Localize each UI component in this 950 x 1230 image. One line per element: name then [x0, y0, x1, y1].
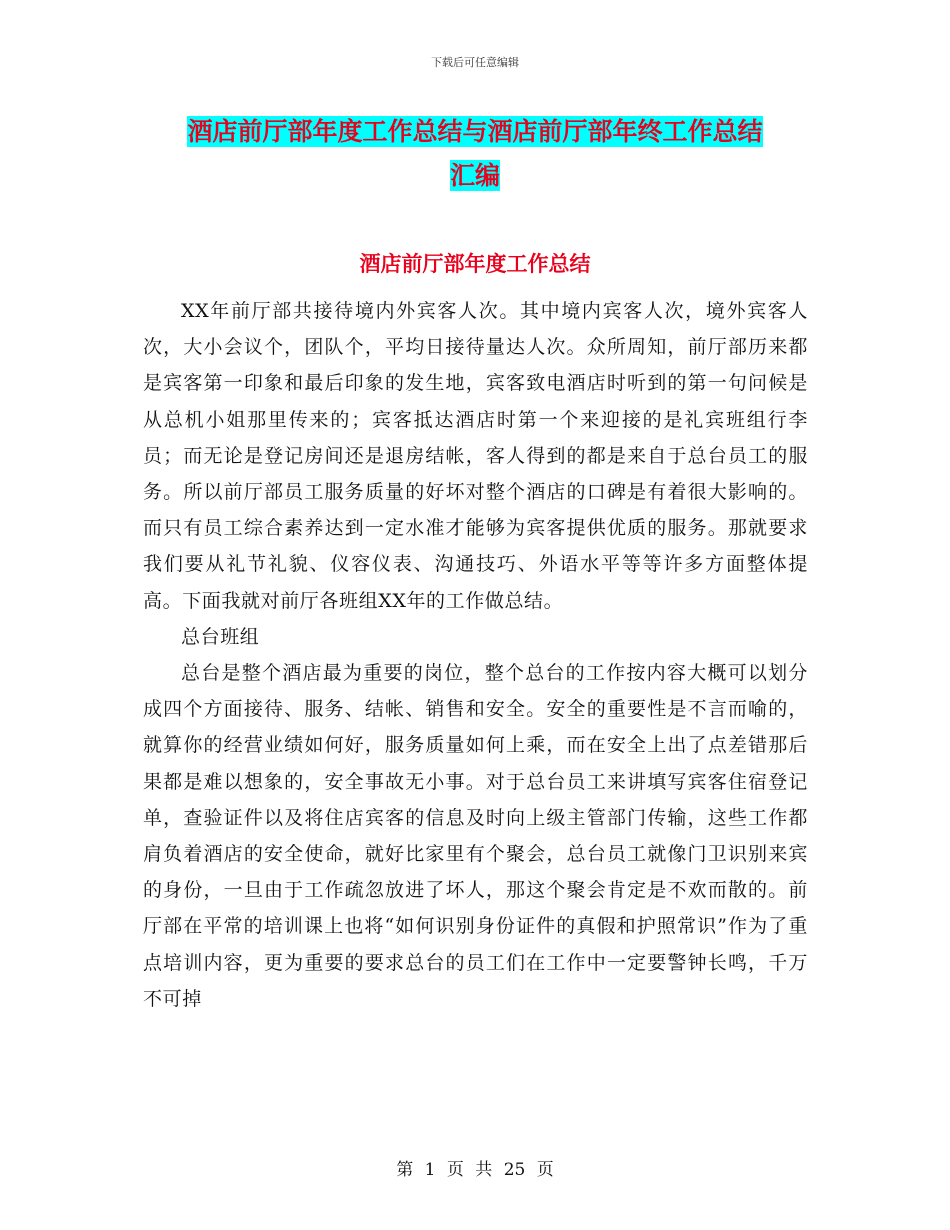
document-body	[143, 293, 808, 1017]
paragraph-intro: XX年前厅部共接待境内外宾客人次。其中境内宾客人次，境外宾客人次，大小会议个，团队个，平均日接待量达人次。众所周知，前厅部历来都是宾客第一印象和最后印象的发生地，宾客致电酒店时听到的第一句问候是从总机小姐那里传来的；宾客抵达酒店时第一个来迎接的是礼宾班组行李员；而无论是登记房间还是退房结帐，客人得到的都是来自于总台员工的服务。所以前厅部员工服务质量的好坏对整个酒店的口碑是有着很大影响的。而只有员工综合素养达到一定水准才能够为宾客提供优质的服务。那就要求我们要从礼节礼貌、仪容仪表、沟通技巧、外语水平等等许多方面整体提高。下面我就对前厅各班组XX年的工作做总结。	[143, 300, 808, 612]
document-title-line-2: 汇编	[449, 161, 500, 190]
page-header-note: 下载后可任意编辑	[431, 56, 519, 69]
paragraph-subheading-front-desk: 总台班组	[181, 625, 260, 648]
document-title	[140, 110, 810, 198]
paragraph-front-desk: 总台是整个酒店最为重要的岗位，整个总台的工作按内容大概可以划分成四个方面接待、服务、结帐、销售和安全。安全的重要性是不言而喻的，就算你的经营业绩如何好，服务质量如何上乘，而在安全上出了点差错那后果都是难以想象的，安全事故无小事。对于总台员工来讲填写宾客住宿登记单，查验证件以及将住店宾客的信息及时向上级主管部门传输，这些工作都肩负着酒店的安全使命，就好比家里有个聚会，总台员工就像门卫识别来宾的身份，一旦由于工作疏忽放进了坏人，那这个聚会肯定是不欢而散的。前厅部在平常的培训课上也将“如何识别身份证件的真假和护照常识”作为了重点培训内容，更为重要的要求总台的员工们在工作中一定要警钟长鸣，千万不可掉	[143, 662, 808, 1010]
document-title-line-1: 酒店前厅部年度工作总结与酒店前厅部年终工作总结	[187, 117, 763, 146]
section-title: 酒店前厅部年度工作总结	[359, 252, 591, 276]
page-number-footer: 第 1 页 共 25 页	[396, 1160, 554, 1180]
